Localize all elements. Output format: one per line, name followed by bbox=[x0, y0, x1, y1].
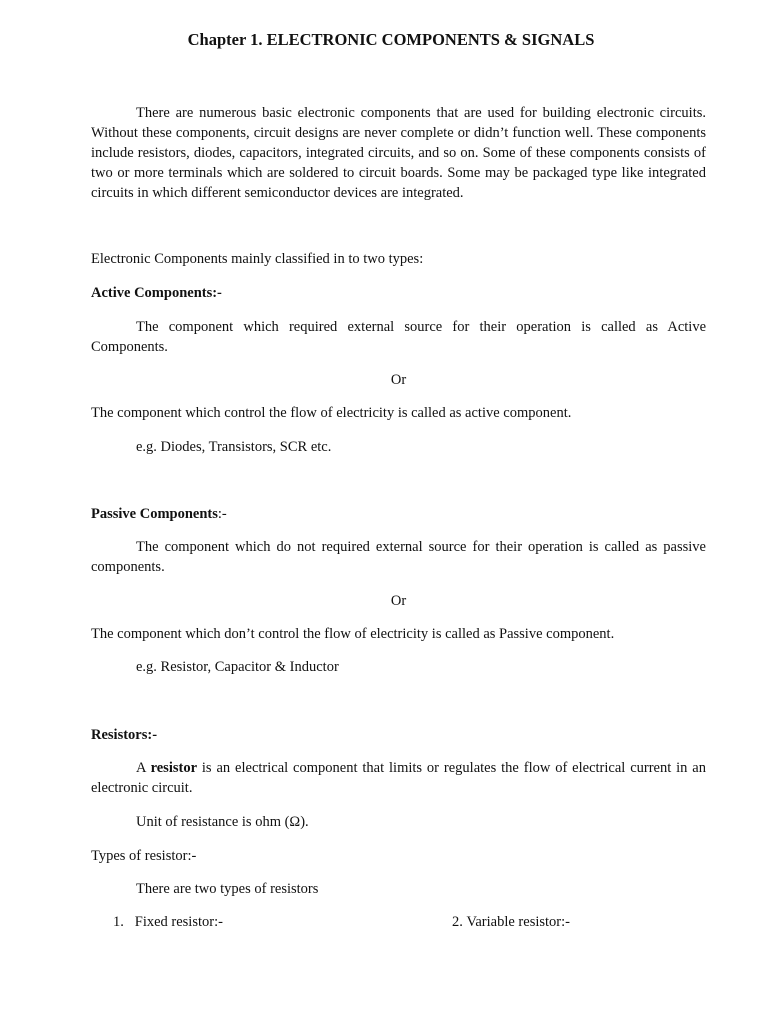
resistor-definition bbox=[91, 758, 706, 798]
resistor-types-heading: Types of resistor:- bbox=[91, 848, 197, 864]
passive-heading-text: Passive Components bbox=[91, 506, 218, 522]
active-definition-2: The component which control the flow of electricity is called as active component. bbox=[91, 405, 572, 421]
active-example: e.g. Diodes, Transistors, SCR etc. bbox=[136, 439, 332, 455]
passive-definition-1: The component which do not required external source for their operation is called as passive components. bbox=[91, 539, 706, 575]
passive-definition-2: The component which don’t control the flow of electricity is called as Passive component. bbox=[91, 626, 615, 642]
resistor-def-rest: is an electrical component that limits or regulates the flow of electrical current in an electronic circuit. bbox=[91, 760, 706, 796]
intro-paragraph: There are numerous basic electronic components that are used for building electronic circuits. Without these components, circuit designs are never complete or didn’t function well. These components include resistors, diodes, capacitors, integrated circuits, and so on. Some of these components consists of two or more terminals which are soldered to circuit boards. Some may be packaged type like integrated circuits in which different semiconductor devices are integrated. bbox=[91, 105, 706, 201]
list-item-fixed-resistor bbox=[113, 912, 223, 932]
active-heading-text: Active Components:- bbox=[91, 285, 222, 301]
passive-or: Or bbox=[390, 593, 407, 609]
resistor-def-prefix: A bbox=[136, 760, 151, 776]
passive-heading-suffix: :- bbox=[217, 506, 227, 522]
passive-heading bbox=[91, 504, 706, 524]
chapter-title: Chapter 1. ELECTRONIC COMPONENTS & SIGNALS bbox=[187, 30, 595, 49]
list-number: 1. bbox=[113, 914, 124, 930]
resistors-heading-text: Resistors:- bbox=[91, 727, 158, 743]
resistance-unit: Unit of resistance is ohm (Ω). bbox=[136, 814, 309, 830]
list-number: 2. bbox=[452, 914, 463, 930]
list-item-variable-resistor bbox=[452, 912, 570, 932]
active-or: Or bbox=[390, 372, 407, 388]
active-heading bbox=[91, 283, 706, 303]
resistors-heading bbox=[91, 725, 706, 745]
passive-example: e.g. Resistor, Capacitor & Inductor bbox=[136, 659, 339, 675]
resistor-types-intro: There are two types of resistors bbox=[136, 881, 319, 897]
classification-text: Electronic Components mainly classified in to two types: bbox=[91, 251, 424, 267]
list-label: Fixed resistor:- bbox=[134, 914, 223, 930]
list-label: Variable resistor:- bbox=[466, 914, 570, 930]
resistor-def-bold: resistor bbox=[150, 760, 198, 776]
active-definition-1: The component which required external source for their operation is called as Active Components. bbox=[91, 319, 706, 355]
